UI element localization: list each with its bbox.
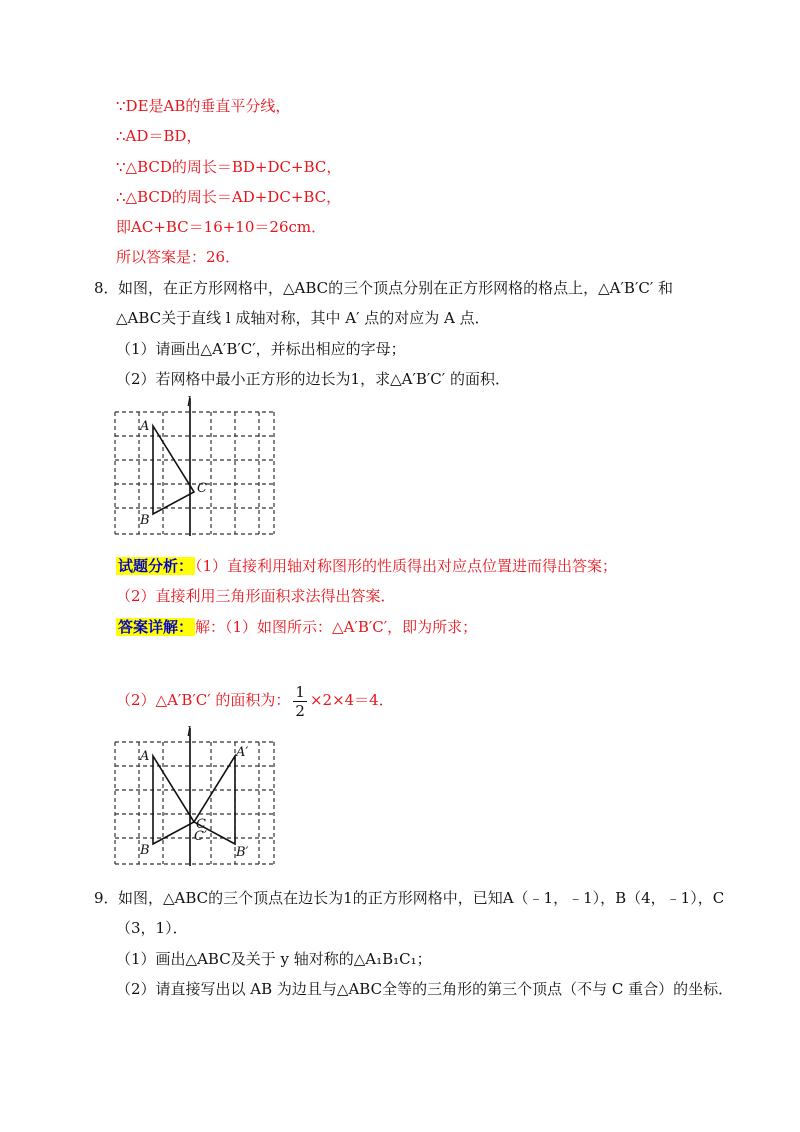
answer-text-1: 解：（1）如图所示：△A′B′C′，即为所求； <box>195 618 478 636</box>
triangle-abc <box>153 756 194 844</box>
problem-9-question-1: （1）画出△ABC及关于 y 轴对称的△A₁B₁C₁； <box>116 950 432 968</box>
label-c-prime: C′ <box>194 829 207 844</box>
problem-8-number: 8． <box>94 279 119 297</box>
problem-8-stem-2: △ABC关于直线 l 成轴对称，其中 A′ 点的对应为 A 点． <box>116 309 490 327</box>
analysis-text-1: （1）直接利用轴对称图形的性质得出对应点位置进而得出答案； <box>195 557 618 575</box>
problem-8-stem-1: 如图，在正方形网格中，△ABC的三个顶点分别在正方形网格的格点上，△A′B′C′ 和 <box>118 279 674 297</box>
problem-8-question-1: （1）请画出△A′B′C′，并标出相应的字母； <box>116 340 406 358</box>
label-l: l <box>187 725 192 740</box>
label-a: A <box>140 749 150 764</box>
analysis-line-1 <box>116 556 617 576</box>
answer-2-suffix: ×2×4＝4． <box>309 691 394 709</box>
fraction <box>293 683 307 720</box>
solution-line-2: ∴AD＝BD， <box>116 127 202 145</box>
fraction-numerator: 1 <box>295 682 305 701</box>
figure-1-grid <box>110 394 280 538</box>
problem-9-number: 9． <box>94 889 119 907</box>
label-a-prime: A′ <box>236 745 249 760</box>
analysis-tag: 试题分析： <box>118 557 194 575</box>
problem-9-question-2: （2）请直接写出以 AB 为边且与△ABC全等的三角形的第三个顶点（不与 C 重合）的坐标． <box>116 980 734 998</box>
label-c: C <box>197 481 207 496</box>
label-b: B <box>140 843 150 858</box>
solution-line-3: ∵△BCD的周长＝BD+DC+BC， <box>116 158 342 176</box>
answer-line-2 <box>116 682 394 720</box>
fraction-denominator: 2 <box>295 701 305 720</box>
solution-line-1: ∵DE是AB的垂直平分线， <box>116 97 291 115</box>
label-b-prime: B′ <box>236 845 249 860</box>
solution-line-5: 即AC+BC＝16+10＝26cm． <box>116 218 327 236</box>
triangle-abc <box>153 426 194 514</box>
label-l: l <box>187 395 192 410</box>
figure-2-grid <box>110 724 280 868</box>
answer-line-1 <box>116 617 477 637</box>
answer-tag: 答案详解： <box>118 618 194 636</box>
label-a: A <box>140 419 150 434</box>
problem-9-stem-1: 如图，△ABC的三个顶点在边长为1的正方形网格中，已知A（﹣1，﹣1），B（4，﹣1），C <box>118 889 725 907</box>
solution-line-6: 所以答案是：26． <box>116 248 241 266</box>
analysis-line-2: （2）直接利用三角形面积求法得出答案． <box>116 587 396 605</box>
solution-line-4: ∴△BCD的周长＝AD+DC+BC， <box>116 188 342 206</box>
label-b: B <box>140 513 150 528</box>
answer-2-prefix: （2）△A′B′C′ 的面积为： <box>116 691 291 709</box>
problem-8-question-2: （2）若网格中最小正方形的边长为1，求△A′B′C′ 的面积． <box>116 370 510 388</box>
problem-9-stem-2: （3，1）． <box>116 919 188 937</box>
label-c: C <box>196 817 206 832</box>
